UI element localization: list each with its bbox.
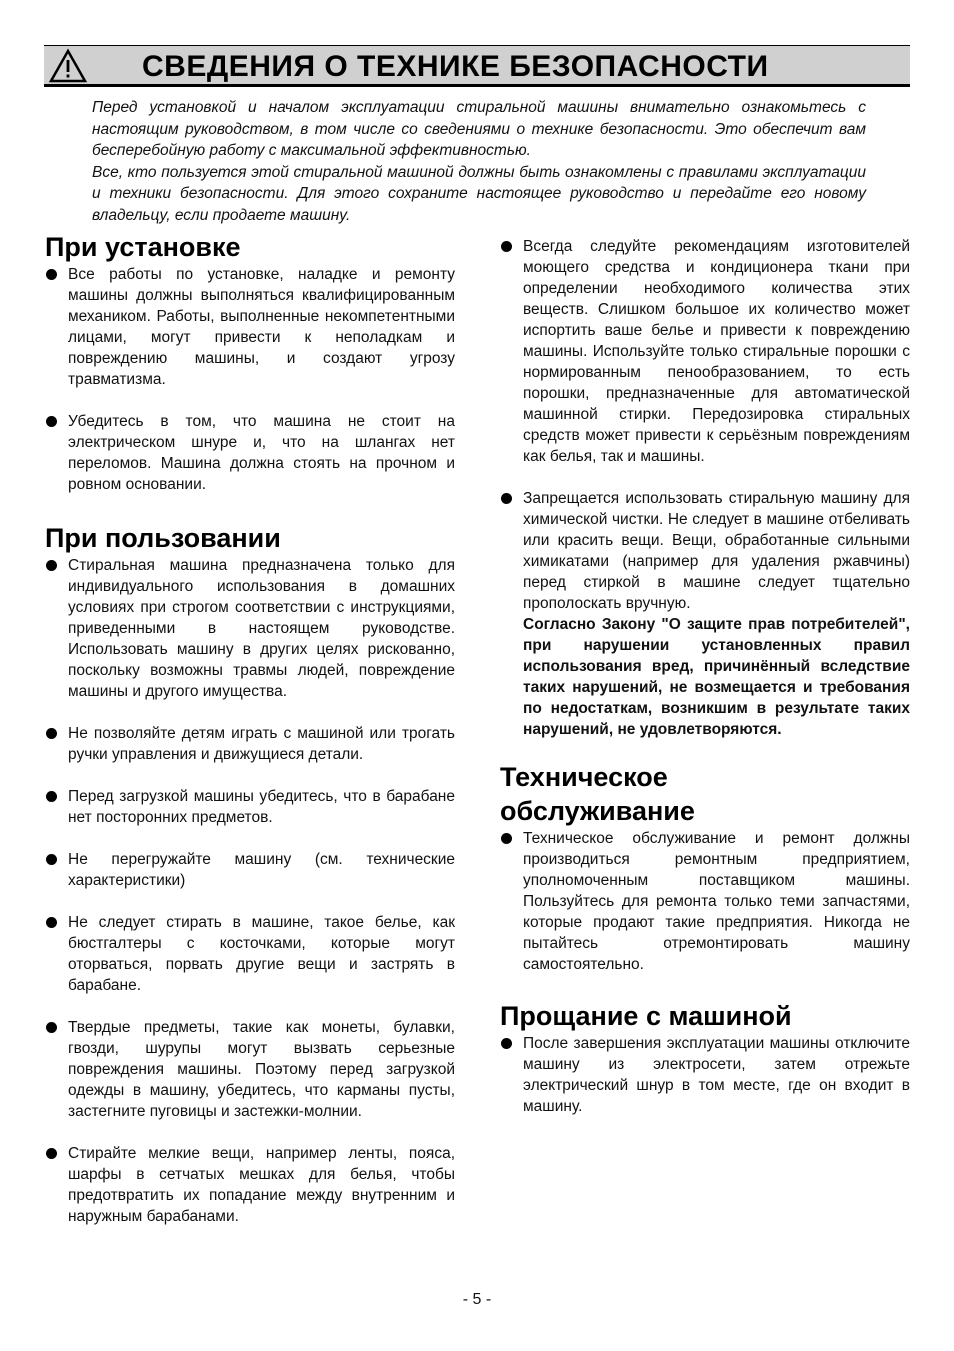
list-item: Не позволяйте детям играть с машиной или трогать ручки управления и движущиеся детали. — [45, 723, 455, 765]
list-item: Всегда следуйте рекомендациям изготовителей моющего средства и кондиционера ткани при определении необходимого количества этих веществ. Слишком большое их количество может испортить ваше белье и привести к повреждению машины. Используйте только стиральные порошки с нормированным пенообразованием, то есть порошки, предназначенные для автоматической машинной стирки. Передозировка стиральных средств может привести к серьёзным повреждениям как белья, так и машины. — [500, 236, 910, 467]
bullet-icon — [46, 854, 57, 865]
bullet-icon — [46, 728, 57, 739]
section-heading-maintenance: Техническое обслуживание — [500, 762, 695, 826]
section-heading-disposal: Прощание с машиной — [500, 1001, 792, 1031]
list-item: Стирайте мелкие вещи, например ленты, пояса, шарфы в сетчатых мешках для белья, чтобы предотвратить их попадание между внутренним и наружным барабанами. — [45, 1143, 455, 1227]
page-header — [44, 45, 910, 87]
bullet-icon — [46, 560, 57, 571]
bullet-icon — [46, 1022, 57, 1033]
list-item: После завершения эксплуатации машины отключите машину из электросети, затем отрежьте электрический шнур в том месте, где он входит в машину. — [500, 1033, 910, 1117]
list-item: Все работы по установке, наладке и ремонту машины должны выполняться квалифицированным механиком. Работы, выполненные некомпетентными лицами, могут привести к неполадкам и повреждению машины, и создают угрозу травматизма. — [45, 264, 455, 390]
bullet-icon — [501, 1038, 512, 1049]
bullet-icon — [46, 917, 57, 928]
list-item: Техническое обслуживание и ремонт должны производиться ремонтным предприятием, уполномоченным поставщиком машины. Пользуйтесь для ремонта только теми запчастями, которые продают такие предприятия. Никогда не пытайтесь отремонтировать машину самостоятельно. — [500, 828, 910, 975]
left-column — [45, 230, 455, 1227]
bullet-icon — [501, 493, 512, 504]
right-column — [500, 236, 910, 1117]
bullet-icon — [46, 791, 57, 802]
section-heading-installation: При установке — [45, 232, 241, 262]
bullet-icon — [46, 416, 57, 427]
intro-text — [92, 97, 866, 226]
list-item: Запрещается использовать стиральную машину для химической чистки. Не следует в машине отбеливать или красить вещи. Вещи, обработанные сильными химикатами (например для удаления ржавчины) перед стиркой в машине следует тщательно прополоскать вручную. Согласно Закону "О защите прав потребителей", при нарушении установленных правил использования вред, причинённый вследствие таких нарушений, не возмещается и требования по недостаткам, возникшим в результате таких нарушений, не удовлетворяются. — [500, 488, 910, 740]
page-number: - 5 - — [462, 1291, 492, 1308]
list-item: Убедитесь в том, что машина не стоит на электрическом шнуре и, что на шлангах нет переломов. Машина должна стоять на прочном и ровном основании. — [45, 411, 455, 495]
bullet-icon — [501, 241, 512, 252]
list-item: Твердые предметы, такие как монеты, булавки, гвозди, шурупы могут вызвать серьезные повреждения машины. Поэтому перед загрузкой одежды в машину, убедитесь, что карманы пусты, застегните пуговицы и застежки-молнии. — [45, 1017, 455, 1122]
legal-note: Согласно Закону "О защите прав потребителей", при нарушении установленных правил использования вред, причинённый вследствие таких нарушений, не возмещается и требования по недостаткам, возникшим в результате таких нарушений, не удовлетворяются. — [523, 616, 910, 738]
intro-paragraph: Все, кто пользуется этой стиральной машиной должны быть ознакомлены с правилами эксплуатации и техники безопасности. Для этого сохраните настоящее руководство и передайте его новому владельцу, если продаете машину. — [92, 163, 866, 224]
intro-paragraph: Перед установкой и началом эксплуатации стиральной машины внимательно ознакомьтесь с настоящим руководством, в том числе со сведениями о технике безопасности. Это обеспечит вам бесперебойную работу с максимальной эффективностью. — [92, 99, 866, 159]
page-title: СВЕДЕНИЯ О ТЕХНИКЕ БЕЗОПАСНОСТИ — [142, 50, 769, 83]
bullet-icon — [46, 269, 57, 280]
section-heading-usage: При пользовании — [45, 523, 281, 553]
list-item: Не перегружайте машину (см. технические характеристики) — [45, 849, 455, 891]
list-item: Не следует стирать в машине, такое белье, как бюстгалтеры с косточками, которые могут оторваться, порвать другие вещи и застрять в барабане. — [45, 912, 455, 996]
list-item: Перед загрузкой машины убедитесь, что в барабане нет посторонних предметов. — [45, 786, 455, 828]
warning-triangle-icon — [48, 48, 88, 84]
bullet-icon — [501, 833, 512, 844]
bullet-icon — [46, 1148, 57, 1159]
list-item: Стиральная машина предназначена только для индивидуального использования в домашних условиях при строгом соответствии с инструкциями, приведенными в настоящем руководстве. Использовать машину в других целях рискованно, поскольку возможны травмы людей, повреждение машины и другого имущества. — [45, 555, 455, 702]
